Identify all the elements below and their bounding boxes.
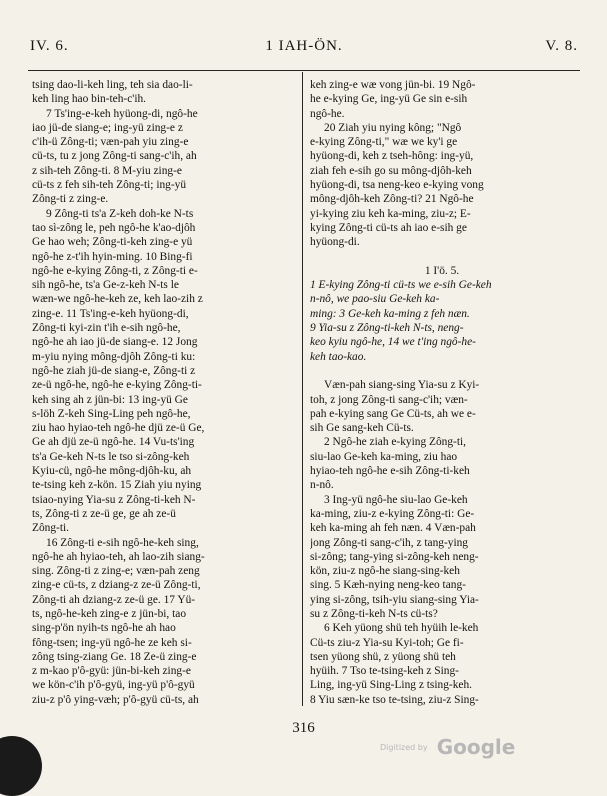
text-line: 16 Zông-ti e-sih ngô-he-keh sing, xyxy=(46,536,199,549)
text-line: Ge hao weh; Zông-ti-keh zing-e yü xyxy=(32,236,193,249)
text-line: 9 Zông-ti ts'a Z-keh doh-ke N-ts xyxy=(46,207,194,220)
header-verse-ref: V. 8. xyxy=(545,38,578,54)
text-line: z m-kao p'ô-gyü: jün-bi-keh zing-e xyxy=(32,665,191,678)
text-line: sih ngô-he, ts'a Ge-z-keh N-ts le xyxy=(32,279,179,292)
page-number: 316 xyxy=(292,720,315,736)
text-line: he e-kying Ge, ing-yü Ge sin e-sih xyxy=(310,93,468,106)
text-line: 20 Ziah yiu nying kông; "Ngô xyxy=(324,121,462,134)
text-line: ziu-z p'ô ying-væh; p'ô-gyü cü-ts, ah xyxy=(32,693,199,706)
page-corner-shadow xyxy=(0,736,42,796)
text-line: 1 E-kying Zông-ti cü-ts we e-sih Ge-keh xyxy=(310,279,492,292)
text-line: wæn-we ngô-he-keh ze, keh lao-zih z xyxy=(32,293,203,306)
text-line: ziu hao hyiao-teh ngô-he djü ze-ü Ge, xyxy=(32,422,205,435)
text-line: pah e-kying sang Ge Cü-ts, ah we e- xyxy=(310,407,476,420)
text-line: n-nô, we pao-siu Ge-keh ka- xyxy=(310,293,440,306)
text-line: hyüong-di, keh z tseh-hông: ing-yü, xyxy=(310,150,474,163)
text-line: tsen yüong shü, z yüong shü teh xyxy=(310,650,456,663)
header-book-title: 1 IAH-ÖN. xyxy=(265,38,343,54)
text-line: n-nô. xyxy=(310,479,334,492)
text-line: zông tsing-ziang Ge. 18 Ze-ü zing-e xyxy=(32,650,197,663)
google-logo: Google xyxy=(436,735,516,759)
text-line: mông-djôh-keh Zông-ti? 21 Ngô-he xyxy=(310,193,474,206)
text-line: jong Zông-ti sang-c'ih, z tang-ying xyxy=(310,536,469,549)
text-line: te-tsing keh z-kön. 15 Ziah yiu nying xyxy=(32,479,202,492)
text-line: 6 Keh yüong shü teh hyüih le-keh xyxy=(324,622,479,635)
text-line: m-yiu nying mông-djôh Zông-ti ku: xyxy=(32,350,196,363)
text-line: 9 Yia-su z Zông-ti-keh N-ts, neng- xyxy=(310,322,464,335)
watermark-prefix: Digitized by xyxy=(380,742,428,752)
digitized-watermark xyxy=(380,735,515,759)
text-line: tsing dao-li-keh ling, teh sia dao-li- xyxy=(32,79,193,91)
section-heading: 1 I'ö. 5. xyxy=(424,264,460,277)
text-line: fông-tsen; ing-yü ngô-he ze keh si- xyxy=(32,636,192,649)
text-line: ngô-he ah iao jü-de siang-e. 12 Jong xyxy=(32,336,198,349)
text-line: ngô-he ziah jü-de siang-e, Zông-ti z xyxy=(32,364,196,377)
text-line: kying Zông-ti cü-ts ah iao e-sih ge xyxy=(310,221,467,234)
text-line: we kön-c'ih p'ô-gyü, ing-yü p'ô-gyü xyxy=(32,679,195,692)
text-line: cü-ts, tu z jong Zông-ti sang-c'ih, ah xyxy=(32,150,197,163)
text-line: c'ih-ü Zông-ti; væn-pah yiu zing-e xyxy=(32,136,189,149)
text-line: Kyiu-cü, ngô-he mông-djôh-ku, ah xyxy=(32,465,192,478)
text-line: hyiao-teh ngô-he e-sih Zông-ti-keh xyxy=(310,465,470,478)
text-line: ngô-he z-t'ih hyin-ming. 10 Bing-fi xyxy=(32,250,193,263)
running-header xyxy=(30,38,578,60)
text-line: ngô-he e-kying Zông-ti, z Zông-ti e- xyxy=(32,264,198,277)
text-line: keh tao-kao. xyxy=(310,350,367,363)
column-divider xyxy=(302,72,303,706)
header-chapter-ref: IV. 6. xyxy=(30,38,69,54)
text-line xyxy=(310,250,574,264)
text-line: keh ka-ming ah feh næn. 4 Væn-pah xyxy=(310,522,476,535)
text-line: keh sing ah z jün-bi: 13 ing-yü Ge xyxy=(32,393,188,406)
text-line: tao sì-zông le, peh ngô-he k'ao-djôh xyxy=(32,221,196,234)
left-text-column xyxy=(32,78,296,706)
text-line: 7 Ts'ing-e-keh hyüong-di, ngô-he xyxy=(46,107,198,120)
text-line: ngô-he ah hyiao-teh, ah lao-zih siang- xyxy=(32,550,205,563)
text-line: Væn-pah siang-sing Yia-su z Kyi- xyxy=(324,379,480,392)
text-line: Zông-ti. xyxy=(32,522,70,535)
text-line: yi-kying ziu keh ka-ming, ziu-z; E- xyxy=(310,207,471,220)
text-line: ying si-zông, tsih-yiu siang-sing Yia- xyxy=(310,593,479,606)
text-line: ngô-he. xyxy=(310,107,345,120)
text-line: ziah feh e-sih go su mông-djôh-keh xyxy=(310,164,472,177)
text-line: tsiao-nying Yia-su z Zông-ti-keh N- xyxy=(32,493,196,506)
text-line: kön, ziu-z ngô-he siang-sing-keh xyxy=(310,565,460,578)
text-line: ts, ngô-he-keh zing-e z jün-bi, tao xyxy=(32,607,187,620)
text-line: toh, z jong Zông-ti sang-c'ih; væn- xyxy=(310,393,468,406)
text-line: su z Zông-ti-keh N-ts cü-ts? xyxy=(310,607,438,620)
text-line: keo kyiu ngô-he, 14 we t'ing ngô-he- xyxy=(310,336,476,349)
text-line: Cü-ts ziu-z Yia-su Kyi-toh; Ge fi- xyxy=(310,636,464,649)
text-line: 3 Ing-yü ngô-he siu-lao Ge-keh xyxy=(324,493,468,506)
text-line xyxy=(310,364,574,378)
text-line: z sih-teh Zông-ti. 8 M-yiu zing-e xyxy=(32,164,182,177)
text-line: sing. Zông-ti z zing-e; væn-pah zeng xyxy=(32,565,200,578)
text-line: Ge ah djü ze-ü ngô-he. 14 Vu-ts'ing xyxy=(32,436,195,449)
text-line: e-kying Zông-ti," wæ we ky'i ge xyxy=(310,136,458,149)
text-line: zing-e. 11 Ts'ing-e-keh hyüong-di, xyxy=(32,307,189,320)
text-line: 8 Yiu sæn-ke tso te-tsing, ziu-z Sing- xyxy=(310,693,479,706)
text-line: hyüih. 7 Tso te-tsing-keh z Sing- xyxy=(310,665,459,678)
text-line: Zông-ti ah dziang-z ze-ü ge. 17 Yü- xyxy=(32,593,196,606)
text-line: siu-lao Ge-keh ka-ming, ziu hao xyxy=(310,450,458,463)
text-line: ts'a Ge-keh N-ts le tso si-zông-keh xyxy=(32,450,190,463)
text-line: 2 Ngô-he ziah e-kying Zông-ti, xyxy=(324,436,467,449)
text-line: sing. 5 Kæh-nying neng-keo tang- xyxy=(310,579,466,592)
text-line: hyüong-di. xyxy=(310,236,360,249)
text-line: zing-e cü-ts, z dziang-z ze-ü Zông-ti, xyxy=(32,579,201,592)
text-line: hyüong-di, tsa neng-keo e-kying vong xyxy=(310,179,484,192)
text-line: ts, Zông-ti z ze-ü ge, ge ah ze-ü xyxy=(32,507,176,520)
text-line: Ling, ing-yü Sing-Ling z tsing-keh. xyxy=(310,679,472,692)
text-line: keh zing-e wæ vong jün-bi. 19 Ngô- xyxy=(310,79,476,91)
text-line: cü-ts z feh sih-teh Zông-ti; ing-yü xyxy=(32,179,187,192)
text-line: ze-ü ngô-he, ngô-he e-kying Zông-ti- xyxy=(32,379,202,392)
right-text-column xyxy=(310,78,574,718)
text-line: keh ling hao bin-teh-c'ih. xyxy=(32,93,147,106)
text-line: Zông-ti kyi-zin t'ih e-sih ngô-he, xyxy=(32,322,181,335)
text-line: sing-p'ön nyih-ts ngô-he ah hao xyxy=(32,622,176,635)
text-line: sih Ge sang-keh Cü-ts. xyxy=(310,422,414,435)
text-line: ka-ming, ziu-z e-kying Zông-ti: Ge- xyxy=(310,507,475,520)
text-line: Zông-ti z zing-e. xyxy=(32,193,109,206)
header-rule xyxy=(28,70,580,71)
text-line: iao jü-de siang-e; ing-yü zing-e z xyxy=(32,121,183,134)
text-line: si-zông; tang-ying si-zông-keh neng- xyxy=(310,550,479,563)
text-line: ming: 3 Ge-keh ka-ming z feh næn. xyxy=(310,307,470,320)
text-line: s-löh Z-keh Sing-Ling peh ngô-he, xyxy=(32,407,191,420)
